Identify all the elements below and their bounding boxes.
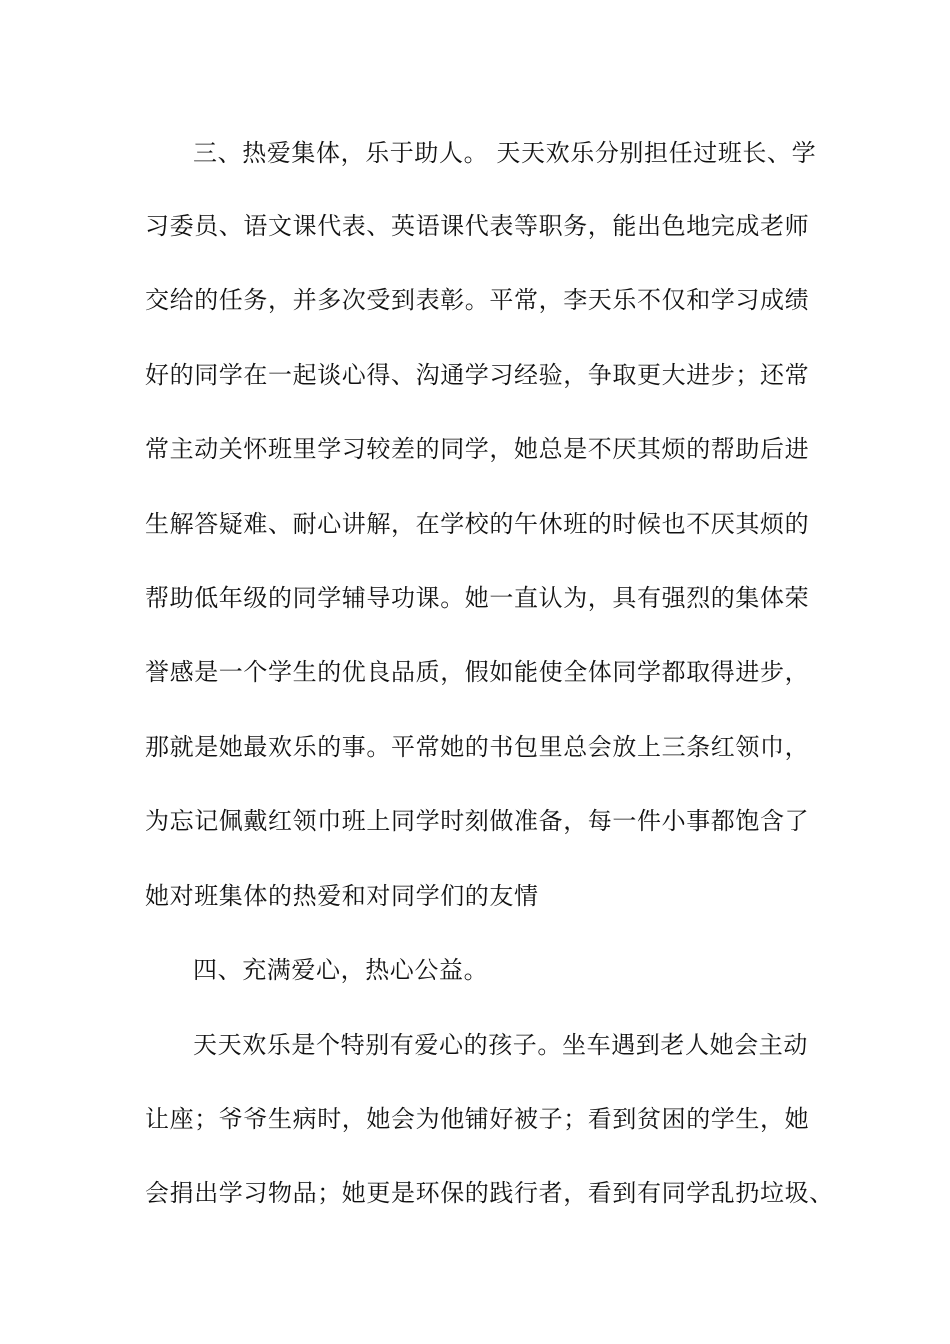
paragraph-3-line-11: 她对班集体的热爱和对同学们的友情 — [145, 882, 539, 910]
paragraph-3-line-5: 常主动关怀班里学习较差的同学，她总是不厌其烦的帮助后进 — [145, 435, 810, 463]
paragraph-3-line-9: 那就是她最欢乐的事。平常她的书包里总会放上三条红领巾， — [145, 733, 810, 761]
paragraph-4-line-3: 会捐出学习物品；她更是环保的践行者，看到有同学乱扔垃圾、 — [145, 1179, 834, 1207]
paragraph-3-line-10: 为忘记佩戴红领巾班上同学时刻做准备，每一件小事都饱含了 — [145, 807, 810, 835]
paragraph-4-line-1: 天天欢乐是个特别有爱心的孩子。坐车遇到老人她会主动 — [193, 1031, 808, 1059]
paragraph-3-line-7: 帮助低年级的同学辅导功课。她一直认为，具有强烈的集体荣 — [145, 584, 810, 612]
paragraph-3-line-8: 誉感是一个学生的优良品质，假如能使全体同学都取得进步， — [145, 658, 810, 686]
paragraph-4-line-2: 让座；爷爷生病时，她会为他铺好被子；看到贫困的学生，她 — [145, 1105, 810, 1133]
paragraph-3-line-3: 交给的任务，并多次受到表彰。平常，李天乐不仅和学习成绩 — [145, 286, 810, 314]
paragraph-3-heading-line: 三、热爱集体，乐于助人。 天天欢乐分别担任过班长、学 — [193, 139, 817, 167]
paragraph-3-line-2: 习委员、语文课代表、英语课代表等职务，能出色地完成老师 — [145, 212, 810, 240]
paragraph-3-line-6: 生解答疑难、耐心讲解，在学校的午休班的时候也不厌其烦的 — [145, 510, 810, 538]
paragraph-3-line-4: 好的同学在一起谈心得、沟通学习经验，争取更大进步；还常 — [145, 361, 810, 389]
section-4-heading: 四、充满爱心，热心公益。 — [193, 956, 489, 984]
